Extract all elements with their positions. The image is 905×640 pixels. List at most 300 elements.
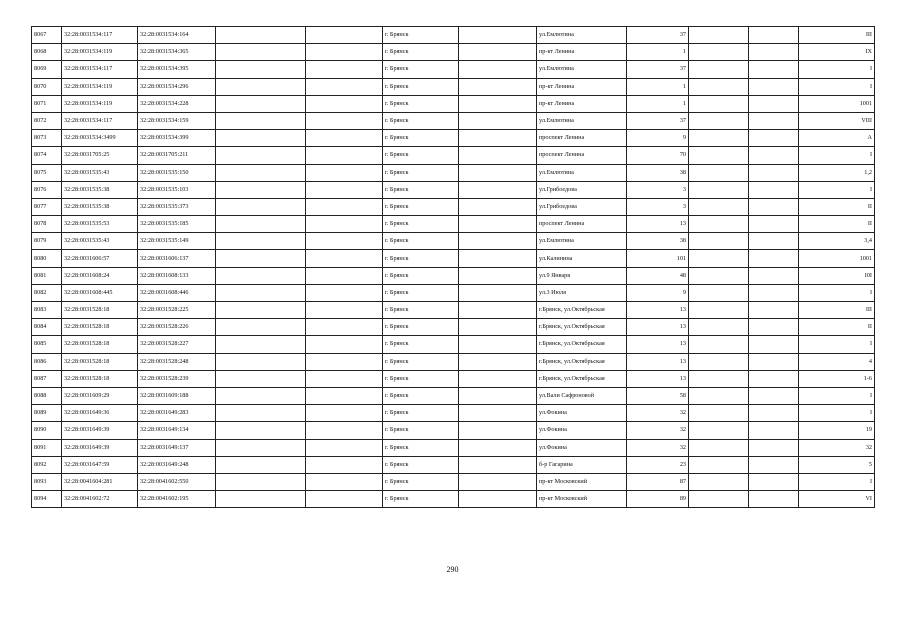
- cell-street: г.Брянск, ул.Октябрьская: [537, 302, 627, 319]
- cell-parcel-number: 32:28:0031649:36: [62, 405, 138, 422]
- cell-parcel-number: 32:28:0041604:281: [62, 473, 138, 490]
- cell-col-4: [216, 78, 306, 95]
- cell-premise-number: I: [799, 336, 875, 353]
- cell-col-7: [459, 216, 537, 233]
- cell-col-7: [459, 27, 537, 44]
- cell-col-4: [216, 44, 306, 61]
- cell-city: г. Брянск: [383, 491, 459, 508]
- table-row: [32, 267, 875, 284]
- cell-col-10: [689, 198, 749, 215]
- cell-col-11: [749, 216, 799, 233]
- cell-col-10: [689, 405, 749, 422]
- cell-col-5: [306, 250, 383, 267]
- cell-col-4: [216, 336, 306, 353]
- cell-col-10: [689, 456, 749, 473]
- cell-col-10: [689, 61, 749, 78]
- cell-col-11: [749, 387, 799, 404]
- cell-col-4: [216, 147, 306, 164]
- cell-object-number: 32:28:0031649:248: [138, 456, 216, 473]
- cell-parcel-number: 32:28:0031534:119: [62, 44, 138, 61]
- cell-city: г. Брянск: [383, 302, 459, 319]
- table-row: [32, 95, 875, 112]
- cell-street: ул.Фокина: [537, 405, 627, 422]
- cell-city: г. Брянск: [383, 473, 459, 490]
- cell-col-7: [459, 267, 537, 284]
- cell-house-number: 48: [627, 267, 689, 284]
- cell-col-5: [306, 387, 383, 404]
- cell-parcel-number: 32:28:0031609:29: [62, 387, 138, 404]
- cell-col-5: [306, 267, 383, 284]
- cell-col-7: [459, 250, 537, 267]
- cell-row-number: 8077: [32, 198, 62, 215]
- cell-street: проспект Ленина: [537, 147, 627, 164]
- cell-parcel-number: 32:28:0031528:18: [62, 353, 138, 370]
- table-row: [32, 302, 875, 319]
- cell-col-7: [459, 198, 537, 215]
- cell-col-11: [749, 336, 799, 353]
- cell-col-4: [216, 456, 306, 473]
- cell-col-10: [689, 473, 749, 490]
- cell-premise-number: 1001: [799, 250, 875, 267]
- cell-col-5: [306, 284, 383, 301]
- cell-premise-number: I: [799, 473, 875, 490]
- cell-premise-number: IX: [799, 44, 875, 61]
- cell-col-11: [749, 284, 799, 301]
- cell-col-5: [306, 112, 383, 129]
- cell-house-number: 37: [627, 27, 689, 44]
- cell-col-7: [459, 439, 537, 456]
- cell-col-4: [216, 95, 306, 112]
- cell-premise-number: VI: [799, 491, 875, 508]
- cell-col-10: [689, 491, 749, 508]
- cell-house-number: 58: [627, 387, 689, 404]
- cell-row-number: 8084: [32, 319, 62, 336]
- cell-col-10: [689, 95, 749, 112]
- cell-city: г. Брянск: [383, 27, 459, 44]
- cell-col-10: [689, 181, 749, 198]
- table-row: [32, 284, 875, 301]
- cell-col-10: [689, 422, 749, 439]
- cell-col-4: [216, 387, 306, 404]
- cell-row-number: 8080: [32, 250, 62, 267]
- cell-object-number: 32:28:0031528:239: [138, 370, 216, 387]
- cell-object-number: 32:28:0031534:296: [138, 78, 216, 95]
- cell-row-number: 8081: [32, 267, 62, 284]
- cell-city: г. Брянск: [383, 370, 459, 387]
- cell-col-7: [459, 319, 537, 336]
- cell-col-11: [749, 147, 799, 164]
- cell-premise-number: I: [799, 181, 875, 198]
- cell-parcel-number: 32:28:0031528:18: [62, 319, 138, 336]
- cell-object-number: 32:28:0031535:150: [138, 164, 216, 181]
- table-row: [32, 112, 875, 129]
- cell-col-5: [306, 147, 383, 164]
- cell-premise-number: 1001: [799, 95, 875, 112]
- cell-parcel-number: 32:28:0041602:72: [62, 491, 138, 508]
- cell-parcel-number: 32:28:0031528:18: [62, 370, 138, 387]
- cell-col-7: [459, 405, 537, 422]
- cell-premise-number: 3,4: [799, 233, 875, 250]
- cell-parcel-number: 32:28:0031534:3499: [62, 130, 138, 147]
- cell-col-5: [306, 370, 383, 387]
- cell-col-10: [689, 164, 749, 181]
- cell-col-4: [216, 491, 306, 508]
- cell-col-10: [689, 302, 749, 319]
- cell-street: ул.9 Января: [537, 267, 627, 284]
- cell-city: г. Брянск: [383, 95, 459, 112]
- table-row: [32, 27, 875, 44]
- cell-street: ул.Емлютина: [537, 233, 627, 250]
- cell-col-5: [306, 353, 383, 370]
- cell-row-number: 8094: [32, 491, 62, 508]
- cell-col-10: [689, 370, 749, 387]
- cell-parcel-number: 32:28:0031608:445: [62, 284, 138, 301]
- cell-col-11: [749, 198, 799, 215]
- cell-col-4: [216, 130, 306, 147]
- table-row: [32, 44, 875, 61]
- cell-col-11: [749, 370, 799, 387]
- cell-city: г. Брянск: [383, 405, 459, 422]
- cell-premise-number: 32: [799, 439, 875, 456]
- table-row: [32, 250, 875, 267]
- cell-house-number: 13: [627, 302, 689, 319]
- cell-col-10: [689, 250, 749, 267]
- cell-col-11: [749, 27, 799, 44]
- cell-col-11: [749, 353, 799, 370]
- cell-house-number: 1: [627, 95, 689, 112]
- cell-premise-number: I: [799, 284, 875, 301]
- cell-col-7: [459, 95, 537, 112]
- cell-parcel-number: 32:28:0031606:57: [62, 250, 138, 267]
- cell-object-number: 32:28:0031528:225: [138, 302, 216, 319]
- cell-premise-number: VIII: [799, 112, 875, 129]
- registry-table: [31, 26, 875, 508]
- cell-house-number: 38: [627, 164, 689, 181]
- page-number: 290: [446, 565, 459, 574]
- cell-parcel-number: 32:28:0031535:38: [62, 198, 138, 215]
- cell-col-7: [459, 181, 537, 198]
- table-row: [32, 147, 875, 164]
- cell-street: ул.Емлютина: [537, 27, 627, 44]
- cell-premise-number: I: [799, 147, 875, 164]
- cell-col-5: [306, 233, 383, 250]
- table-row: [32, 370, 875, 387]
- cell-object-number: 32:28:0031534:365: [138, 44, 216, 61]
- cell-col-11: [749, 439, 799, 456]
- cell-house-number: 9: [627, 130, 689, 147]
- cell-house-number: 23: [627, 456, 689, 473]
- cell-col-5: [306, 95, 383, 112]
- cell-object-number: 32:28:0031528:227: [138, 336, 216, 353]
- cell-object-number: 32:28:0031608:133: [138, 267, 216, 284]
- cell-city: г. Брянск: [383, 422, 459, 439]
- table-row: [32, 61, 875, 78]
- cell-row-number: 8085: [32, 336, 62, 353]
- cell-premise-number: II: [799, 216, 875, 233]
- cell-object-number: 32:28:0031649:137: [138, 439, 216, 456]
- cell-house-number: 3: [627, 198, 689, 215]
- cell-col-11: [749, 61, 799, 78]
- cell-col-5: [306, 27, 383, 44]
- cell-col-5: [306, 491, 383, 508]
- cell-street: г.Брянск, ул.Октябрьская: [537, 353, 627, 370]
- cell-street: пр-кт Ленина: [537, 44, 627, 61]
- cell-parcel-number: 32:28:0031535:43: [62, 164, 138, 181]
- cell-object-number: 32:28:0031528:226: [138, 319, 216, 336]
- cell-col-7: [459, 78, 537, 95]
- cell-street: ул.Емлютина: [537, 112, 627, 129]
- table-row: [32, 353, 875, 370]
- cell-object-number: 32:28:0041602:550: [138, 473, 216, 490]
- cell-parcel-number: 32:28:0031649:39: [62, 422, 138, 439]
- cell-city: г. Брянск: [383, 387, 459, 404]
- cell-col-5: [306, 181, 383, 198]
- cell-city: г. Брянск: [383, 112, 459, 129]
- table-row: [32, 387, 875, 404]
- cell-col-7: [459, 302, 537, 319]
- cell-col-10: [689, 267, 749, 284]
- cell-street: пр-кт Ленина: [537, 78, 627, 95]
- cell-col-5: [306, 44, 383, 61]
- cell-house-number: 32: [627, 405, 689, 422]
- cell-house-number: 13: [627, 370, 689, 387]
- cell-col-7: [459, 387, 537, 404]
- cell-premise-number: 1-6: [799, 370, 875, 387]
- cell-row-number: 8076: [32, 181, 62, 198]
- cell-col-4: [216, 405, 306, 422]
- cell-col-7: [459, 44, 537, 61]
- cell-street: б-р Гагарина: [537, 456, 627, 473]
- cell-street: пр-кт Московский: [537, 491, 627, 508]
- cell-object-number: 32:28:0031649:283: [138, 405, 216, 422]
- cell-street: ул.3 Июля: [537, 284, 627, 301]
- cell-object-number: 32:28:0031608:446: [138, 284, 216, 301]
- cell-col-7: [459, 370, 537, 387]
- cell-row-number: 8073: [32, 130, 62, 147]
- cell-city: г. Брянск: [383, 233, 459, 250]
- cell-city: г. Брянск: [383, 78, 459, 95]
- cell-object-number: 32:28:0031535:373: [138, 198, 216, 215]
- table-row: [32, 319, 875, 336]
- table-row: [32, 164, 875, 181]
- cell-premise-number: I: [799, 61, 875, 78]
- cell-col-11: [749, 491, 799, 508]
- cell-row-number: 8086: [32, 353, 62, 370]
- table-row: [32, 198, 875, 215]
- cell-premise-number: 5: [799, 456, 875, 473]
- cell-col-7: [459, 112, 537, 129]
- cell-row-number: 8091: [32, 439, 62, 456]
- cell-col-5: [306, 78, 383, 95]
- cell-street: ул.Фокина: [537, 439, 627, 456]
- cell-street: проспект Ленина: [537, 130, 627, 147]
- cell-col-10: [689, 147, 749, 164]
- cell-house-number: 37: [627, 112, 689, 129]
- cell-col-4: [216, 353, 306, 370]
- table-row: [32, 439, 875, 456]
- cell-city: г. Брянск: [383, 147, 459, 164]
- cell-object-number: 32:28:0031649:134: [138, 422, 216, 439]
- cell-row-number: 8069: [32, 61, 62, 78]
- cell-parcel-number: 32:28:0031535:38: [62, 181, 138, 198]
- cell-col-4: [216, 302, 306, 319]
- cell-parcel-number: 32:28:0031534:119: [62, 95, 138, 112]
- cell-city: г. Брянск: [383, 130, 459, 147]
- cell-city: г. Брянск: [383, 319, 459, 336]
- cell-object-number: 32:28:0031606:137: [138, 250, 216, 267]
- cell-col-4: [216, 181, 306, 198]
- cell-row-number: 8078: [32, 216, 62, 233]
- cell-col-5: [306, 405, 383, 422]
- table-row: [32, 422, 875, 439]
- cell-street: пр-кт Ленина: [537, 95, 627, 112]
- cell-city: г. Брянск: [383, 250, 459, 267]
- cell-object-number: 32:28:0031535:103: [138, 181, 216, 198]
- cell-row-number: 8092: [32, 456, 62, 473]
- cell-object-number: 32:28:0041602:195: [138, 491, 216, 508]
- cell-street: ул.Грибоедова: [537, 181, 627, 198]
- table-row: [32, 78, 875, 95]
- cell-col-7: [459, 473, 537, 490]
- cell-col-4: [216, 198, 306, 215]
- cell-house-number: 101: [627, 250, 689, 267]
- cell-col-11: [749, 319, 799, 336]
- cell-premise-number: 1,2: [799, 164, 875, 181]
- cell-object-number: 32:28:0031534:399: [138, 130, 216, 147]
- cell-row-number: 8089: [32, 405, 62, 422]
- cell-city: г. Брянск: [383, 44, 459, 61]
- cell-row-number: 8090: [32, 422, 62, 439]
- table-body: [32, 27, 875, 508]
- cell-col-11: [749, 181, 799, 198]
- cell-premise-number: 19: [799, 422, 875, 439]
- cell-parcel-number: 32:28:0031608:24: [62, 267, 138, 284]
- cell-col-5: [306, 422, 383, 439]
- cell-object-number: 32:28:0031705:211: [138, 147, 216, 164]
- cell-parcel-number: 32:28:0031535:53: [62, 216, 138, 233]
- cell-object-number: 32:28:0031534:159: [138, 112, 216, 129]
- cell-house-number: 13: [627, 216, 689, 233]
- cell-col-4: [216, 216, 306, 233]
- cell-col-11: [749, 473, 799, 490]
- cell-house-number: 13: [627, 353, 689, 370]
- cell-house-number: 13: [627, 319, 689, 336]
- cell-col-5: [306, 130, 383, 147]
- cell-col-4: [216, 27, 306, 44]
- cell-col-5: [306, 336, 383, 353]
- table-row: [32, 473, 875, 490]
- cell-object-number: 32:28:0031534:164: [138, 27, 216, 44]
- cell-house-number: 32: [627, 439, 689, 456]
- cell-col-11: [749, 405, 799, 422]
- cell-col-5: [306, 439, 383, 456]
- cell-col-10: [689, 216, 749, 233]
- cell-city: г. Брянск: [383, 284, 459, 301]
- cell-row-number: 8071: [32, 95, 62, 112]
- cell-city: г. Брянск: [383, 353, 459, 370]
- cell-street: ул.Калинина: [537, 250, 627, 267]
- cell-street: ул.Фокина: [537, 422, 627, 439]
- cell-city: г. Брянск: [383, 216, 459, 233]
- cell-row-number: 8068: [32, 44, 62, 61]
- cell-house-number: 9: [627, 284, 689, 301]
- cell-col-7: [459, 456, 537, 473]
- cell-premise-number: I0I: [799, 267, 875, 284]
- cell-col-7: [459, 353, 537, 370]
- cell-row-number: 8087: [32, 370, 62, 387]
- cell-parcel-number: 32:28:0031535:43: [62, 233, 138, 250]
- table-row: [32, 233, 875, 250]
- cell-object-number: 32:28:0031609:188: [138, 387, 216, 404]
- cell-col-7: [459, 284, 537, 301]
- cell-premise-number: III: [799, 302, 875, 319]
- cell-object-number: 32:28:0031528:248: [138, 353, 216, 370]
- cell-premise-number: I: [799, 387, 875, 404]
- cell-col-11: [749, 302, 799, 319]
- cell-house-number: 70: [627, 147, 689, 164]
- cell-premise-number: II: [799, 319, 875, 336]
- cell-col-5: [306, 61, 383, 78]
- cell-col-7: [459, 61, 537, 78]
- cell-col-5: [306, 319, 383, 336]
- cell-row-number: 8070: [32, 78, 62, 95]
- cell-city: г. Брянск: [383, 164, 459, 181]
- cell-parcel-number: 32:28:0031705:25: [62, 147, 138, 164]
- cell-row-number: 8067: [32, 27, 62, 44]
- cell-street: г.Брянск, ул.Октябрьская: [537, 370, 627, 387]
- cell-col-5: [306, 302, 383, 319]
- cell-object-number: 32:28:0031535:185: [138, 216, 216, 233]
- cell-premise-number: I: [799, 405, 875, 422]
- cell-row-number: 8072: [32, 112, 62, 129]
- cell-object-number: 32:28:0031534:395: [138, 61, 216, 78]
- table-row: [32, 491, 875, 508]
- cell-street: ул.Емлютина: [537, 164, 627, 181]
- cell-col-11: [749, 250, 799, 267]
- cell-col-10: [689, 112, 749, 129]
- cell-col-4: [216, 233, 306, 250]
- cell-city: г. Брянск: [383, 336, 459, 353]
- table-row: [32, 405, 875, 422]
- cell-col-7: [459, 164, 537, 181]
- cell-premise-number: A: [799, 130, 875, 147]
- table-row: [32, 336, 875, 353]
- cell-row-number: 8074: [32, 147, 62, 164]
- cell-col-7: [459, 147, 537, 164]
- cell-city: г. Брянск: [383, 61, 459, 78]
- cell-col-7: [459, 336, 537, 353]
- cell-city: г. Брянск: [383, 181, 459, 198]
- cell-col-7: [459, 491, 537, 508]
- cell-row-number: 8083: [32, 302, 62, 319]
- cell-col-5: [306, 456, 383, 473]
- cell-premise-number: III: [799, 27, 875, 44]
- cell-col-11: [749, 456, 799, 473]
- cell-parcel-number: 32:28:0031534:119: [62, 78, 138, 95]
- cell-col-4: [216, 370, 306, 387]
- cell-col-4: [216, 439, 306, 456]
- cell-col-11: [749, 422, 799, 439]
- cell-col-4: [216, 250, 306, 267]
- cell-row-number: 8088: [32, 387, 62, 404]
- cell-col-7: [459, 130, 537, 147]
- cell-parcel-number: 32:28:0031534:117: [62, 27, 138, 44]
- cell-col-10: [689, 78, 749, 95]
- cell-col-10: [689, 27, 749, 44]
- table-row: [32, 456, 875, 473]
- cell-col-4: [216, 473, 306, 490]
- cell-object-number: 32:28:0031535:149: [138, 233, 216, 250]
